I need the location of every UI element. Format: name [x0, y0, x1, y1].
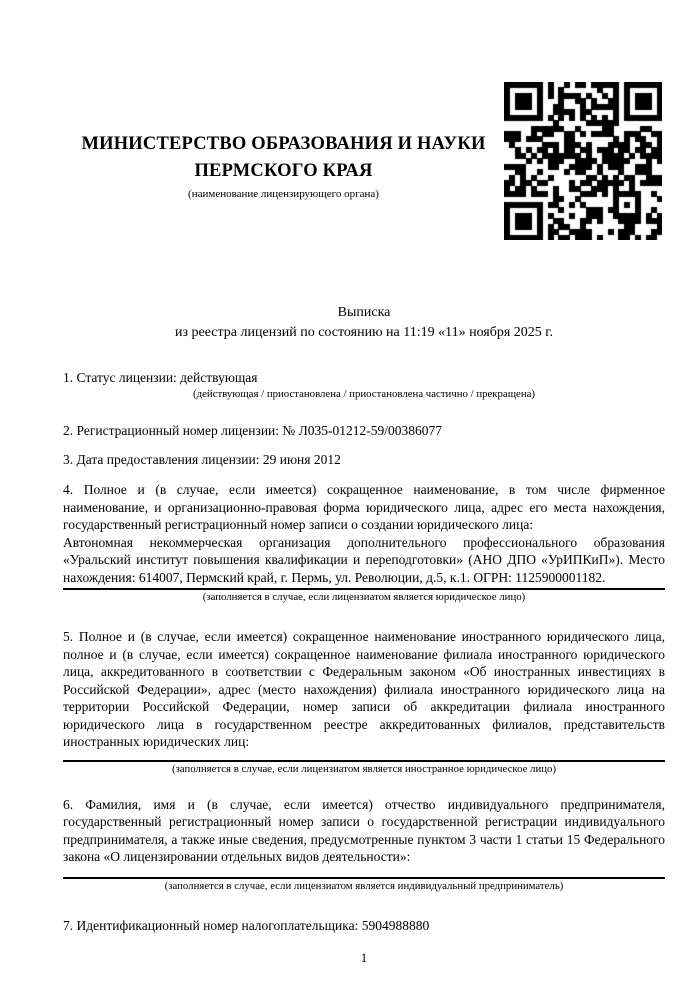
item-4-caption: (заполняется в случае, если лицензиатом является юридическое лицо) [202, 591, 526, 603]
ministry-name-line2: ПЕРМСКОГО КРАЯ [194, 161, 373, 181]
ministry-name-caption: (наименование лицензирующего органа) [188, 188, 379, 200]
document-subtitle: из реестра лицензий по состоянию на 11:19 «11» ноября 2025 г. [175, 325, 553, 340]
item-3-license-date: 3. Дата предоставления лицензии: 29 июня 2012 [63, 452, 341, 467]
item-4-legal-entity-question: 4. Полное и (в случае, если имеется) сокращенное наименование, в том числе фирменное наименование, и организационно-правовая форма юридического лица, адрес его места нахождения, государственный регистрационный номер записи о создании юридического лица: [63, 482, 665, 532]
document-title-block [63, 303, 665, 343]
item-2-registration-number: 2. Регистрационный номер лицензии: № Л035-01212-59/00386077 [63, 422, 443, 438]
item-1-caption: (действующая / приостановлена / приостановлена частично / прекращена) [193, 387, 535, 400]
document-body [63, 0, 665, 966]
item-5-foreign-entity-question: 5. Полное и (в случае, если имеется) сокращенное наименование иностранного юридического лица, полное и (в случае, если имеется) сокращенное наименование филиала иностранного юридического лица, аккредитованного в соответствии с Федеральным законом «Об иностранных инвестициях в Российской Федерации», адрес (место нахождения) филиала иностранного юридического лица на территории Российской Федерации, номер записи об аккредитации филиала иностранного юридического лица в государственном реестре аккредитованных филиалов, представительств иностранных юридических лиц: [63, 629, 665, 749]
ministry-name-line1: МИНИСТЕРСТВО ОБРАЗОВАНИЯ И НАУКИ [81, 134, 486, 154]
item-5-caption: (заполняется в случае, если лицензиатом является иностранное юридическое лицо) [171, 762, 557, 775]
page-number: 1 [360, 950, 368, 965]
item-6-caption: (заполняется в случае, если лицензиатом является индивидуальный предприниматель) [164, 879, 564, 892]
item-6-entrepreneur-question: 6. Фамилия, имя и (в случае, если имеется) отчество индивидуального предпринимателя, государственный регистрационный номер записи о государственной регистрации индивидуального предпринимателя, а также иные сведения, предусмотренные пунктом 3 части 1 статьи 15 Федерального закона «О лицензировании отдельных видов деятельности»: [63, 796, 665, 864]
item-7-taxpayer-number: 7. Идентификационный номер налогоплательщика: 5904988880 [63, 917, 430, 933]
item-1-license-status: 1. Статус лицензии: действующая [63, 370, 258, 385]
document-title: Выписка [337, 305, 391, 320]
item-4-legal-entity-answer: Автономная некоммерческая организация дополнительного профессионального образования «Уральский институт повышения квалификации и переподготовки» (АНО ДПО «УрИПКиП»). Место нахождения: 614007, Пермский край, г. Пермь, ул. Революции, д.5, к.1. ОГРН: 1125900001182. [63, 534, 665, 585]
